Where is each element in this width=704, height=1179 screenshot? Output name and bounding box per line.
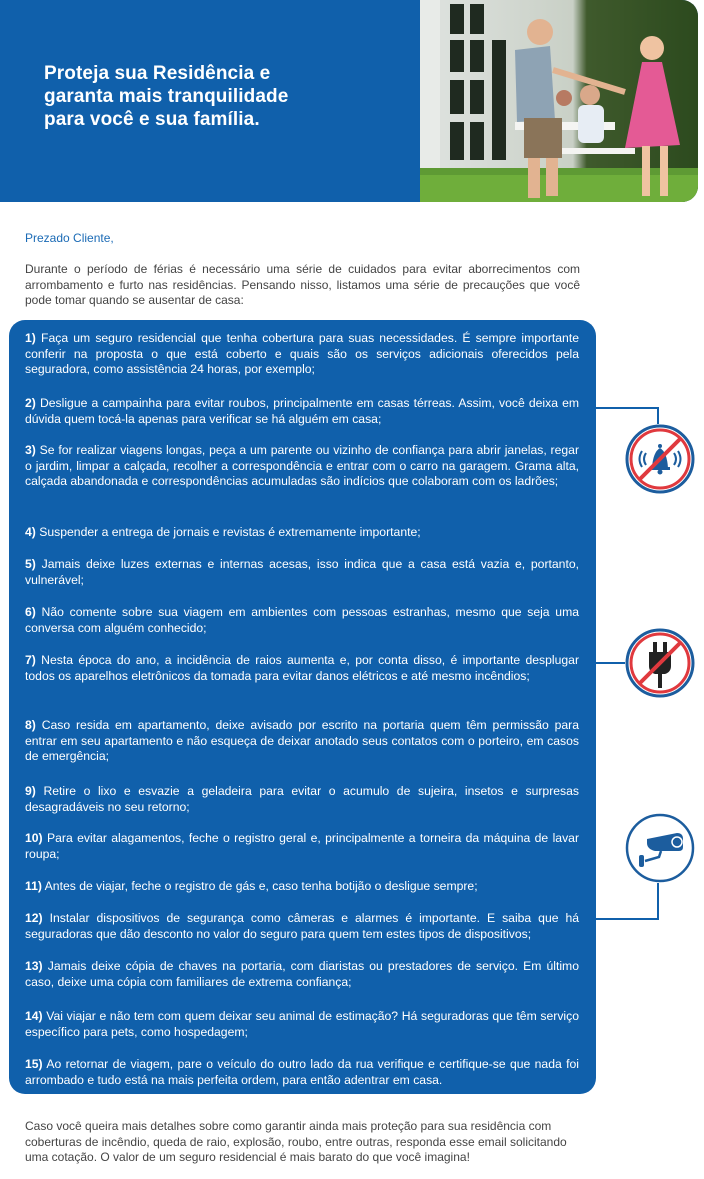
tip-item [25, 784, 579, 815]
tip-text: Nesta época do ano, a incidência de raios aumenta e, por conta disso, é importante desplugar todos os aparelhos eletrônicos da tomada para evitar danos elétricos e até mesmo incêndios; [25, 653, 580, 683]
header-title-line: para você e sua família. [44, 109, 260, 130]
tip-item [25, 879, 579, 895]
tip-text: Ao retornar de viagem, pare o veículo do outro lado da rua verifique e certifique-se que nada foi arrombado e tudo está na mais perfeita ordem, para então adentrar em casa. [25, 1057, 579, 1087]
tip-item [25, 831, 579, 862]
closing-paragraph: Caso você queira mais detalhes sobre como garantir ainda mais proteção para sua residência com coberturas de incêndio, queda de raio, explosão, roubo, entre outras, responda esse email solicitando uma cotação. O valor de um seguro residencial é mais barato do que você imagina! [25, 1119, 567, 1164]
tip-item [25, 605, 579, 636]
tip-text: Desligue a campainha para evitar roubos, principalmente em casas térreas. Assim, você deixa em dúvida quem tocá-la apenas para verificar se há alguém em casa; [25, 396, 580, 426]
greeting: Prezado Cliente, [25, 231, 114, 245]
tip-item [25, 1057, 579, 1088]
security-camera-icon [625, 813, 695, 883]
tip-number: 7) [25, 653, 36, 667]
tip-item [25, 911, 579, 942]
family-photo [420, 0, 698, 202]
tip-text: Antes de viajar, feche o registro de gás e, caso tenha botijão o desligue sempre; [44, 879, 478, 893]
tip-number: 2) [25, 396, 36, 410]
tip-item [25, 331, 579, 378]
tip-text: Faça um seguro residencial que tenha cobertura para suas necessidades. É sempre importante conferir na proposta o que está coberto e quais são os serviços adicionais oferecidos pela seguradora, como assistência 24 horas, por exemplo; [25, 331, 580, 377]
tip-item [25, 525, 579, 541]
tip-item [25, 1009, 579, 1040]
tip-number: 10) [25, 831, 43, 845]
no-doorbell-icon [625, 424, 695, 494]
tip-number: 14) [25, 1009, 43, 1023]
tip-text: Suspender a entrega de jornais e revistas é extremamente importante; [39, 525, 421, 539]
connector-line [596, 408, 658, 424]
tip-text: Se for realizar viagens longas, peça a um parente ou vizinho de confiança para abrir janelas, regar o jardim, limpar a calçada, recolher a correspondência e entrar com o carro na garagem. Grama alta, calçada abandonada e correspondências acumuladas são indícios que colaboram com os ladrões; [25, 443, 579, 489]
tip-text: Caso resida em apartamento, deixe avisado por escrito na portaria quem têm permissão para entrar em seu apartamento e não esqueça de deixar anotado seus contatos com o porteiro, em casos de emergência; [25, 718, 579, 764]
tip-text: Para evitar alagamentos, feche o registro geral e, principalmente a torneira da máquina de lavar roupa; [25, 831, 579, 861]
tip-item [25, 959, 579, 990]
tip-text: Não comente sobre sua viagem em ambientes com pessoas estranhas, mesmo que seja uma conversa com alguém conhecido; [25, 605, 579, 635]
tip-number: 13) [25, 959, 43, 973]
tip-number: 8) [25, 718, 36, 732]
no-plug-icon [625, 628, 695, 698]
tip-number: 12) [25, 911, 43, 925]
tip-text: Retire o lixo e esvazie a geladeira para evitar o acumulo de sujeira, insetos e surpresas desagradáveis no seu retorno; [25, 784, 579, 814]
tip-number: 9) [25, 784, 36, 798]
connector-line [596, 883, 658, 919]
header-title-line: Proteja sua Residência e [44, 63, 271, 84]
tip-text: Instalar dispositivos de segurança como câmeras e alarmes é importante. E saiba que há seguradoras que dão desconto no valor do seguro para quem tem estes tipos de dispositivos; [25, 911, 580, 941]
header-title-line: garanta mais tranquilidade [44, 86, 289, 107]
tip-text: Jamais deixe cópia de chaves na portaria, com diaristas ou prestadores de serviço. Em último caso, deixe uma cópia com familiares de extrema confiança; [25, 959, 579, 989]
tip-text: Jamais deixe luzes externas e internas acesas, isso indica que a casa está vazia e, portanto, vulnerável; [25, 557, 579, 587]
tip-item [25, 718, 579, 765]
tip-number: 1) [25, 331, 36, 345]
tip-item [25, 653, 579, 684]
intro-paragraph: Durante o período de férias é necessário uma série de cuidados para evitar aborrecimentos com arrombamento e furto nas residências. Pensando nisso, listamos uma série de precauções que você pode tomar quando se ausentar de casa: [25, 262, 580, 307]
header-title [44, 62, 404, 131]
tip-text: Vai viajar e não tem com quem deixar seu animal de estimação? Há seguradoras que têm serviço específico para pets, como hospedagem; [25, 1009, 579, 1039]
tip-number: 3) [25, 443, 36, 457]
tip-number: 6) [25, 605, 36, 619]
tip-item [25, 557, 579, 588]
tip-item [25, 396, 579, 427]
tip-item [25, 443, 579, 490]
tip-number: 15) [25, 1057, 43, 1071]
tip-number: 11) [25, 879, 42, 893]
tip-number: 5) [25, 557, 36, 571]
tip-number: 4) [25, 525, 36, 539]
header-banner [0, 0, 698, 202]
